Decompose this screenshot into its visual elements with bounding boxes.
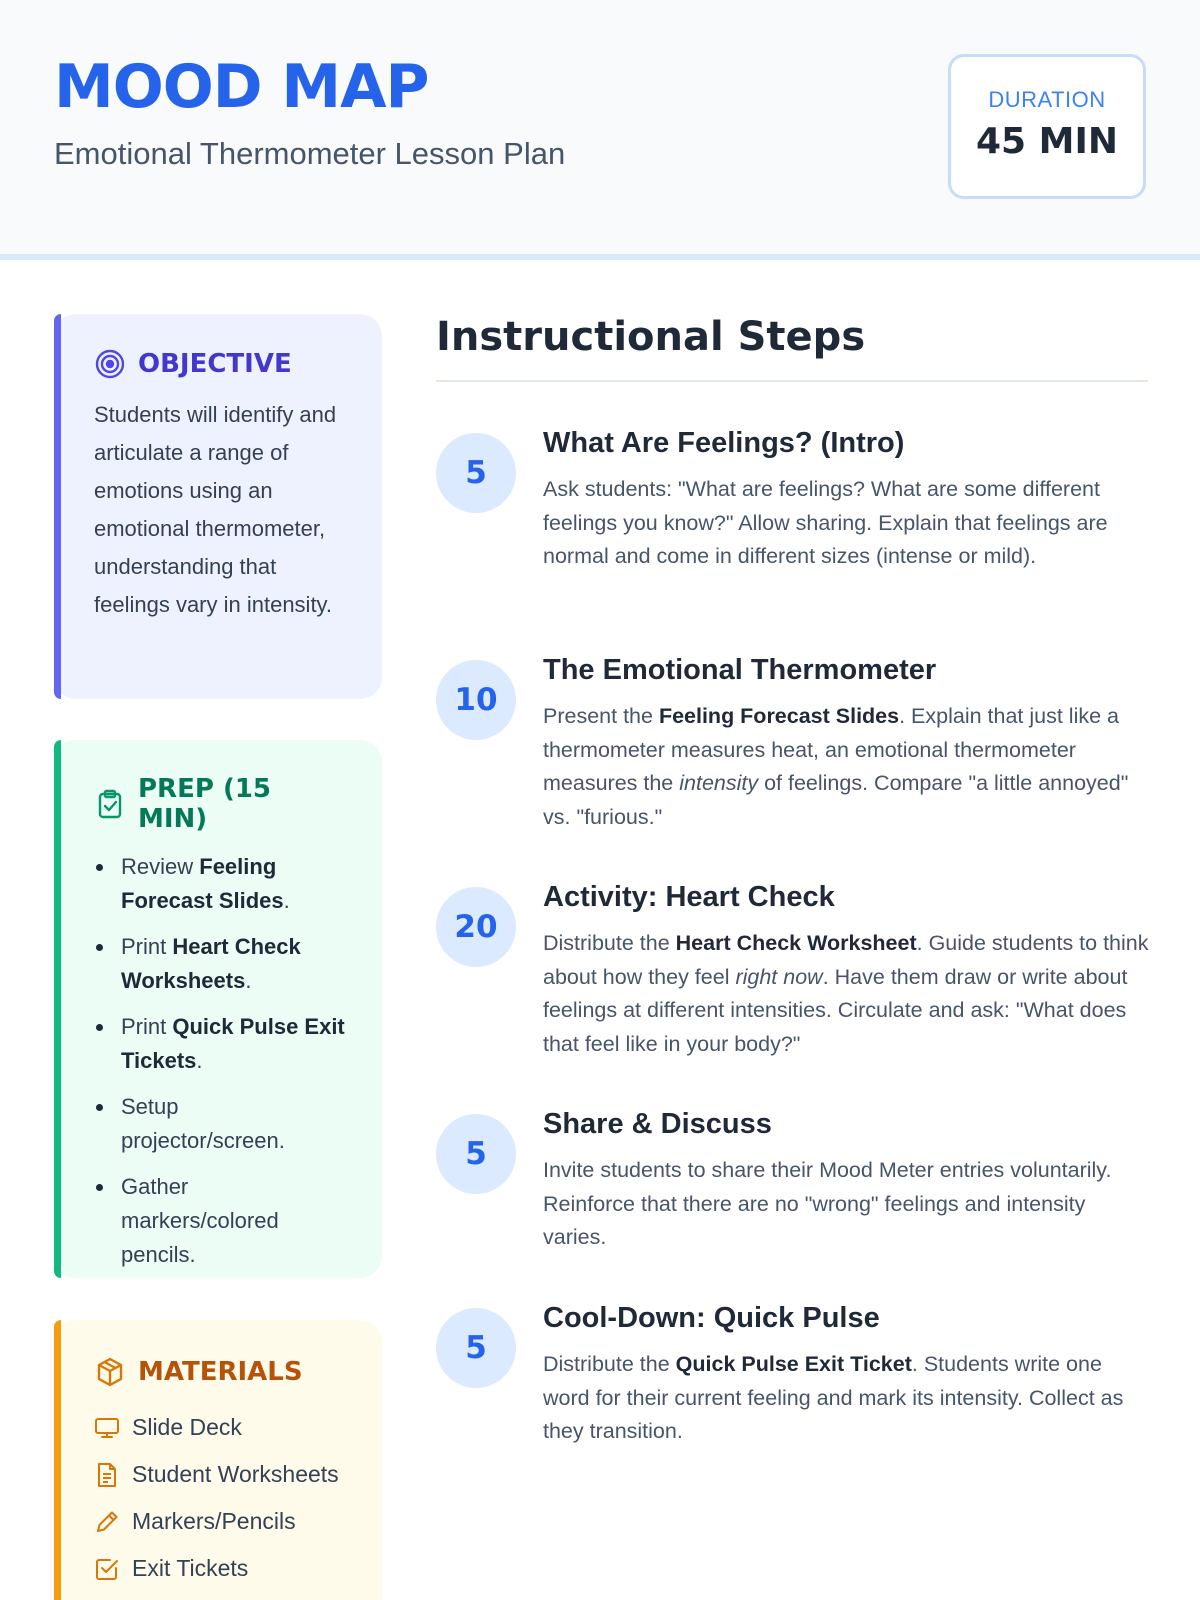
clipboard-check-icon	[94, 788, 126, 820]
prep-card	[54, 740, 382, 1278]
step-minutes-badge: 10	[436, 660, 516, 740]
duration-card	[948, 54, 1146, 199]
step-description: Distribute the Quick Pulse Exit Ticket. Students write one word for their current feeling and mark its intensity. Collect as they transition.	[543, 1352, 1124, 1443]
materials-card	[54, 1320, 382, 1600]
steps-heading: Instructional Steps	[436, 314, 866, 360]
step-minutes-badge: 5	[436, 1114, 516, 1194]
objective-text: Students will identify and articulate a range of emotions using an emotional thermometer, understanding that feelings vary in intensity.	[94, 402, 337, 617]
target-icon	[94, 348, 126, 380]
step-description: Invite students to share their Mood Meter entries voluntarily. Reinforce that there are no "wrong" feelings and intensity varies.	[543, 1158, 1112, 1249]
step-title: Cool-Down: Quick Pulse	[543, 1302, 880, 1334]
check-square-icon	[94, 1556, 120, 1582]
page-header	[0, 0, 1200, 260]
prep-list	[94, 850, 346, 1272]
step-minutes-badge: 20	[436, 887, 516, 967]
step-description: Present the Feeling Forecast Slides. Explain that just like a thermometer measures heat, an emotional thermometer measures the intensity of feelings. Compare "a little annoyed" vs. "furious."	[543, 704, 1129, 829]
material-label: Markers/Pencils	[132, 1508, 296, 1534]
step-minutes-badge: 5	[436, 433, 516, 513]
prep-item: Setup projector/screen.	[94, 1090, 346, 1158]
package-icon	[94, 1356, 126, 1388]
step-title: What Are Feelings? (Intro)	[543, 427, 905, 459]
prep-item: Gather markers/colored pencils.	[94, 1170, 346, 1272]
monitor-icon	[94, 1415, 120, 1441]
duration-value: 45 MIN	[976, 121, 1118, 162]
material-label: Student Worksheets	[132, 1461, 339, 1487]
step-title: Share & Discuss	[543, 1108, 772, 1140]
material-label: Slide Deck	[132, 1414, 242, 1440]
steps-divider	[436, 380, 1148, 382]
step-description: Ask students: "What are feelings? What are some different feelings you know?" Allow sharing. Explain that feelings are normal and come in different sizes (intense or mild).	[543, 477, 1108, 568]
page-subtitle: Emotional Thermometer Lesson Plan	[54, 136, 566, 171]
material-item	[94, 1404, 346, 1451]
step-title: The Emotional Thermometer	[543, 654, 937, 686]
step-title: Activity: Heart Check	[543, 881, 835, 913]
material-item	[94, 1451, 346, 1498]
prep-item: Print Heart Check Worksheets.	[94, 930, 346, 998]
document-icon	[94, 1462, 120, 1488]
material-label: Exit Tickets	[132, 1555, 249, 1581]
pencil-icon	[94, 1509, 120, 1535]
materials-title: MATERIALS	[138, 1357, 303, 1387]
material-item	[94, 1545, 346, 1592]
prep-title: PREP (15 MIN)	[138, 774, 272, 834]
page-title: MOOD MAP	[54, 52, 429, 122]
prep-item: Print Quick Pulse Exit Tickets.	[94, 1010, 346, 1078]
objective-card	[54, 314, 382, 699]
duration-label: DURATION	[988, 87, 1106, 112]
objective-title: OBJECTIVE	[138, 349, 292, 379]
step-minutes-badge: 5	[436, 1308, 516, 1388]
prep-item: Review Feeling Forecast Slides.	[94, 850, 346, 918]
material-item	[94, 1498, 346, 1545]
step-description: Distribute the Heart Check Worksheet. Guide students to think about how they feel right now. Have them draw or write about feelings at different intensities. Circulate and ask: "What does that feel like in your body?"	[543, 931, 1149, 1056]
